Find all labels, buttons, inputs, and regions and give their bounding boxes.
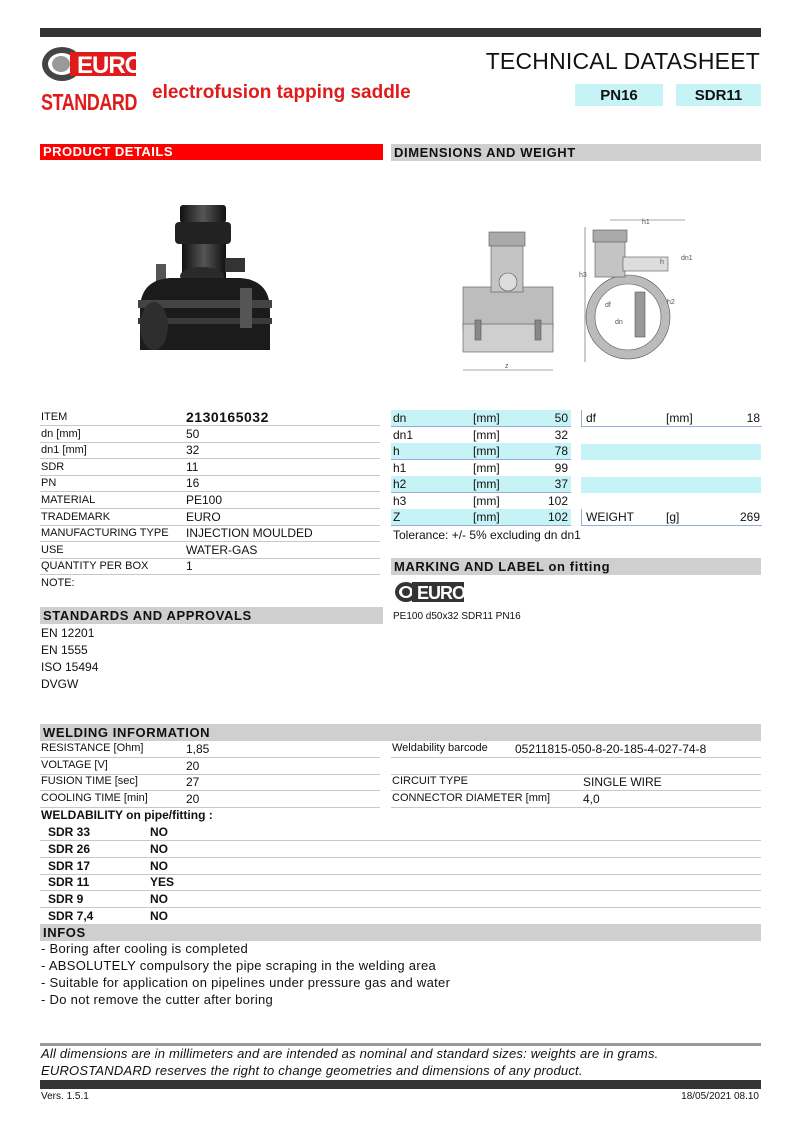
technical-drawing <box>455 212 705 377</box>
z-dim-label: z <box>505 363 509 370</box>
standard-item: EN 1555 <box>41 643 88 657</box>
blank-row-right <box>391 758 761 775</box>
h1-dim-label: h1 <box>642 219 650 226</box>
sdr-row-key: SDR 26 <box>48 841 91 856</box>
dim-weight-unit: [g] <box>666 510 680 524</box>
fusion-value: 27 <box>186 775 200 789</box>
product-details-header: PRODUCT DETAILS <box>40 144 383 160</box>
dim-row-u: [mm] <box>473 444 500 458</box>
version-label: Vers. 1.5.1 <box>41 1091 89 1102</box>
dim-right-blank <box>581 444 761 460</box>
product-row <box>40 475 380 492</box>
product-row <box>40 525 380 542</box>
product-image <box>130 200 280 360</box>
product-row <box>40 426 380 443</box>
product-row-value: PE100 <box>186 493 223 507</box>
voltage-value: 20 <box>186 759 200 773</box>
dim-row <box>391 427 571 444</box>
sdr-badge: SDR11 <box>676 84 761 106</box>
eurostandard-logo <box>40 44 143 115</box>
marking-header: MARKING AND LABEL on fitting <box>391 558 761 575</box>
dim-row-u: [mm] <box>473 477 500 491</box>
footer-note-1: All dimensions are in millimeters and are intended as nominal and standard sizes: weights are in grams. <box>41 1046 659 1061</box>
dim-row-k: h <box>393 444 400 458</box>
barcode-value: 05211815-050-8-20-185-4-027-74-8 <box>515 742 707 756</box>
product-row <box>40 409 380 426</box>
tolerance-note: Tolerance: +/- 5% excluding dn dn1 <box>393 528 581 542</box>
barcode-row <box>391 741 761 758</box>
infos-header: INFOS <box>40 924 761 941</box>
dim-row-v: 102 <box>547 493 568 508</box>
sdr-row-key: SDR 17 <box>48 858 91 873</box>
sdr-row-value: NO <box>150 858 168 873</box>
product-row-value: 16 <box>186 476 200 491</box>
sdr-row-key: SDR 7,4 <box>48 909 94 923</box>
svg-text:EURO: EURO <box>77 52 143 79</box>
dim-row-v: 102 <box>547 510 568 524</box>
sdr-row-value: NO <box>150 892 168 907</box>
product-row-value: 1 <box>186 559 193 574</box>
sdr-row-value: YES <box>150 875 175 890</box>
product-row-key: TRADEMARK <box>41 510 111 523</box>
barcode-key: Weldability barcode <box>392 742 488 754</box>
dim-row <box>391 493 571 510</box>
pn-badge: PN16 <box>575 84 663 106</box>
dim-df-value: 18 <box>746 411 760 425</box>
sdr-row <box>40 874 761 891</box>
info-item: - Do not remove the cutter after boring <box>41 992 274 1007</box>
sdr-row <box>40 908 761 925</box>
connector-key: CONNECTOR DIAMETER [mm] <box>392 792 551 804</box>
h2-dim-label: h2 <box>667 299 675 306</box>
voltage-key: VOLTAGE [V] <box>41 759 108 771</box>
weldability-title: WELDABILITY on pipe/fitting : <box>41 808 213 822</box>
sdr-row-value: NO <box>150 825 168 839</box>
dim-row-v: 32 <box>554 427 568 442</box>
product-row-value: INJECTION MOULDED <box>186 526 313 541</box>
dim-row-v: 50 <box>554 411 568 425</box>
product-row <box>40 575 380 591</box>
product-row-key: NOTE: <box>41 577 75 589</box>
cooling-value: 20 <box>186 792 200 806</box>
product-row <box>40 509 380 526</box>
product-row-key: dn [mm] <box>41 427 81 440</box>
resistance-value: 1,85 <box>186 742 210 756</box>
voltage-row <box>40 758 380 775</box>
dim-row-k: dn <box>393 411 407 425</box>
sdr-row <box>40 841 761 858</box>
sdr-row <box>40 824 761 841</box>
h-dim-label: h <box>660 259 664 266</box>
dim-weight-key: WEIGHT <box>586 510 634 524</box>
product-row-value: EURO <box>186 509 221 524</box>
resistance-key: RESISTANCE [Ohm] <box>41 742 144 754</box>
marking-text: PE100 d50x32 SDR11 PN16 <box>393 611 521 622</box>
welding-header: WELDING INFORMATION <box>40 724 761 741</box>
dim-row-v: 37 <box>554 477 568 491</box>
svg-text:EURO: EURO <box>417 583 466 603</box>
sdr-row-key: SDR 11 <box>48 875 90 890</box>
product-row-key: dn1 [mm] <box>41 444 87 457</box>
svg-text:STANDARD: STANDARD <box>41 89 137 115</box>
standards-header: STANDARDS AND APPROVALS <box>40 607 383 624</box>
connector-row <box>391 791 761 808</box>
dim-row-k: h1 <box>393 460 407 475</box>
circuit-key: CIRCUIT TYPE <box>392 775 468 787</box>
standard-item: ISO 15494 <box>41 660 99 674</box>
top-bar <box>40 28 761 37</box>
dim-weight-value: 269 <box>739 510 760 524</box>
product-row-key: QUANTITY PER BOX <box>41 560 149 573</box>
h3-dim-label: h3 <box>579 272 587 279</box>
product-row <box>40 442 380 459</box>
dim-row <box>391 460 571 477</box>
dim-row-v: 78 <box>554 444 568 458</box>
dim-row-k: h3 <box>393 493 407 508</box>
product-subtitle: electrofusion tapping saddle <box>152 82 411 103</box>
euro-marking-logo <box>394 579 466 605</box>
standard-item: EN 12201 <box>41 626 95 640</box>
dim-row <box>391 410 571 427</box>
product-row-key: ITEM <box>41 411 68 423</box>
fusion-key: FUSION TIME [sec] <box>41 775 138 787</box>
sdr-row-key: SDR 33 <box>48 825 91 839</box>
page-title: TECHNICAL DATASHEET <box>485 48 760 74</box>
product-row-value: WATER-GAS <box>186 542 258 557</box>
date-label: 18/05/2021 08.10 <box>681 1091 759 1102</box>
circuit-value: SINGLE WIRE <box>583 775 662 789</box>
dim-right-blank-2 <box>581 477 761 493</box>
dim-row-u: [mm] <box>473 460 500 475</box>
dim-row-k: Z <box>393 510 401 524</box>
product-row <box>40 492 380 509</box>
cooling-row <box>40 791 380 808</box>
dim-row-u: [mm] <box>473 493 500 508</box>
resistance-row <box>40 741 380 758</box>
dim-row-k: dn1 <box>393 427 414 442</box>
product-row <box>40 558 380 575</box>
product-row-value: 32 <box>186 443 200 458</box>
dim-row-weight <box>581 509 762 526</box>
df-dim-label: df <box>605 302 611 309</box>
info-item: - ABSOLUTELY compulsory the pipe scraping in the welding area <box>41 958 437 973</box>
product-row-key: MATERIAL <box>41 494 96 506</box>
sdr-row <box>40 891 761 908</box>
product-row-value: 50 <box>186 426 200 441</box>
product-row-value: 11 <box>186 459 199 474</box>
product-row-key: SDR <box>41 460 65 473</box>
dim-row-u: [mm] <box>473 510 500 524</box>
connector-value: 4,0 <box>583 792 600 806</box>
standard-item: DVGW <box>41 677 79 691</box>
dim-row-u: [mm] <box>473 411 500 425</box>
product-row-value: 2130165032 <box>186 409 269 425</box>
sdr-row <box>40 858 761 875</box>
sdr-row-key: SDR 9 <box>48 892 84 907</box>
product-row <box>40 459 380 476</box>
product-row-key: PN <box>41 477 57 490</box>
dim-row-u: [mm] <box>473 427 500 442</box>
dim-df-key: df <box>586 411 597 425</box>
sdr-row-value: NO <box>150 841 168 856</box>
sdr-row-value: NO <box>150 909 168 923</box>
circuit-row <box>391 774 761 791</box>
dim-row <box>391 443 571 460</box>
dim-row <box>391 476 571 493</box>
info-item: - Suitable for application on pipelines under pressure gas and water <box>41 975 451 990</box>
product-row-key: MANUFACTURING TYPE <box>41 527 169 540</box>
product-row <box>40 542 380 559</box>
dim-row-k: h2 <box>393 477 407 491</box>
dimensions-header: DIMENSIONS AND WEIGHT <box>391 144 761 161</box>
dn1-dim-label: dn1 <box>681 255 693 262</box>
dn-dim-label: dn <box>615 319 623 326</box>
product-row-key: USE <box>41 543 64 556</box>
fusion-row <box>40 774 380 791</box>
footer-note-2: EUROSTANDARD reserves the right to change geometries and dimensions of any product. <box>41 1063 583 1078</box>
bottom-bar <box>40 1080 761 1089</box>
info-item: - Boring after cooling is completed <box>41 941 249 956</box>
dim-row-df <box>581 410 762 427</box>
cooling-key: COOLING TIME [min] <box>41 792 148 804</box>
dim-df-unit: [mm] <box>666 411 693 425</box>
dim-row-v: 99 <box>554 460 568 475</box>
dim-row <box>391 509 571 526</box>
